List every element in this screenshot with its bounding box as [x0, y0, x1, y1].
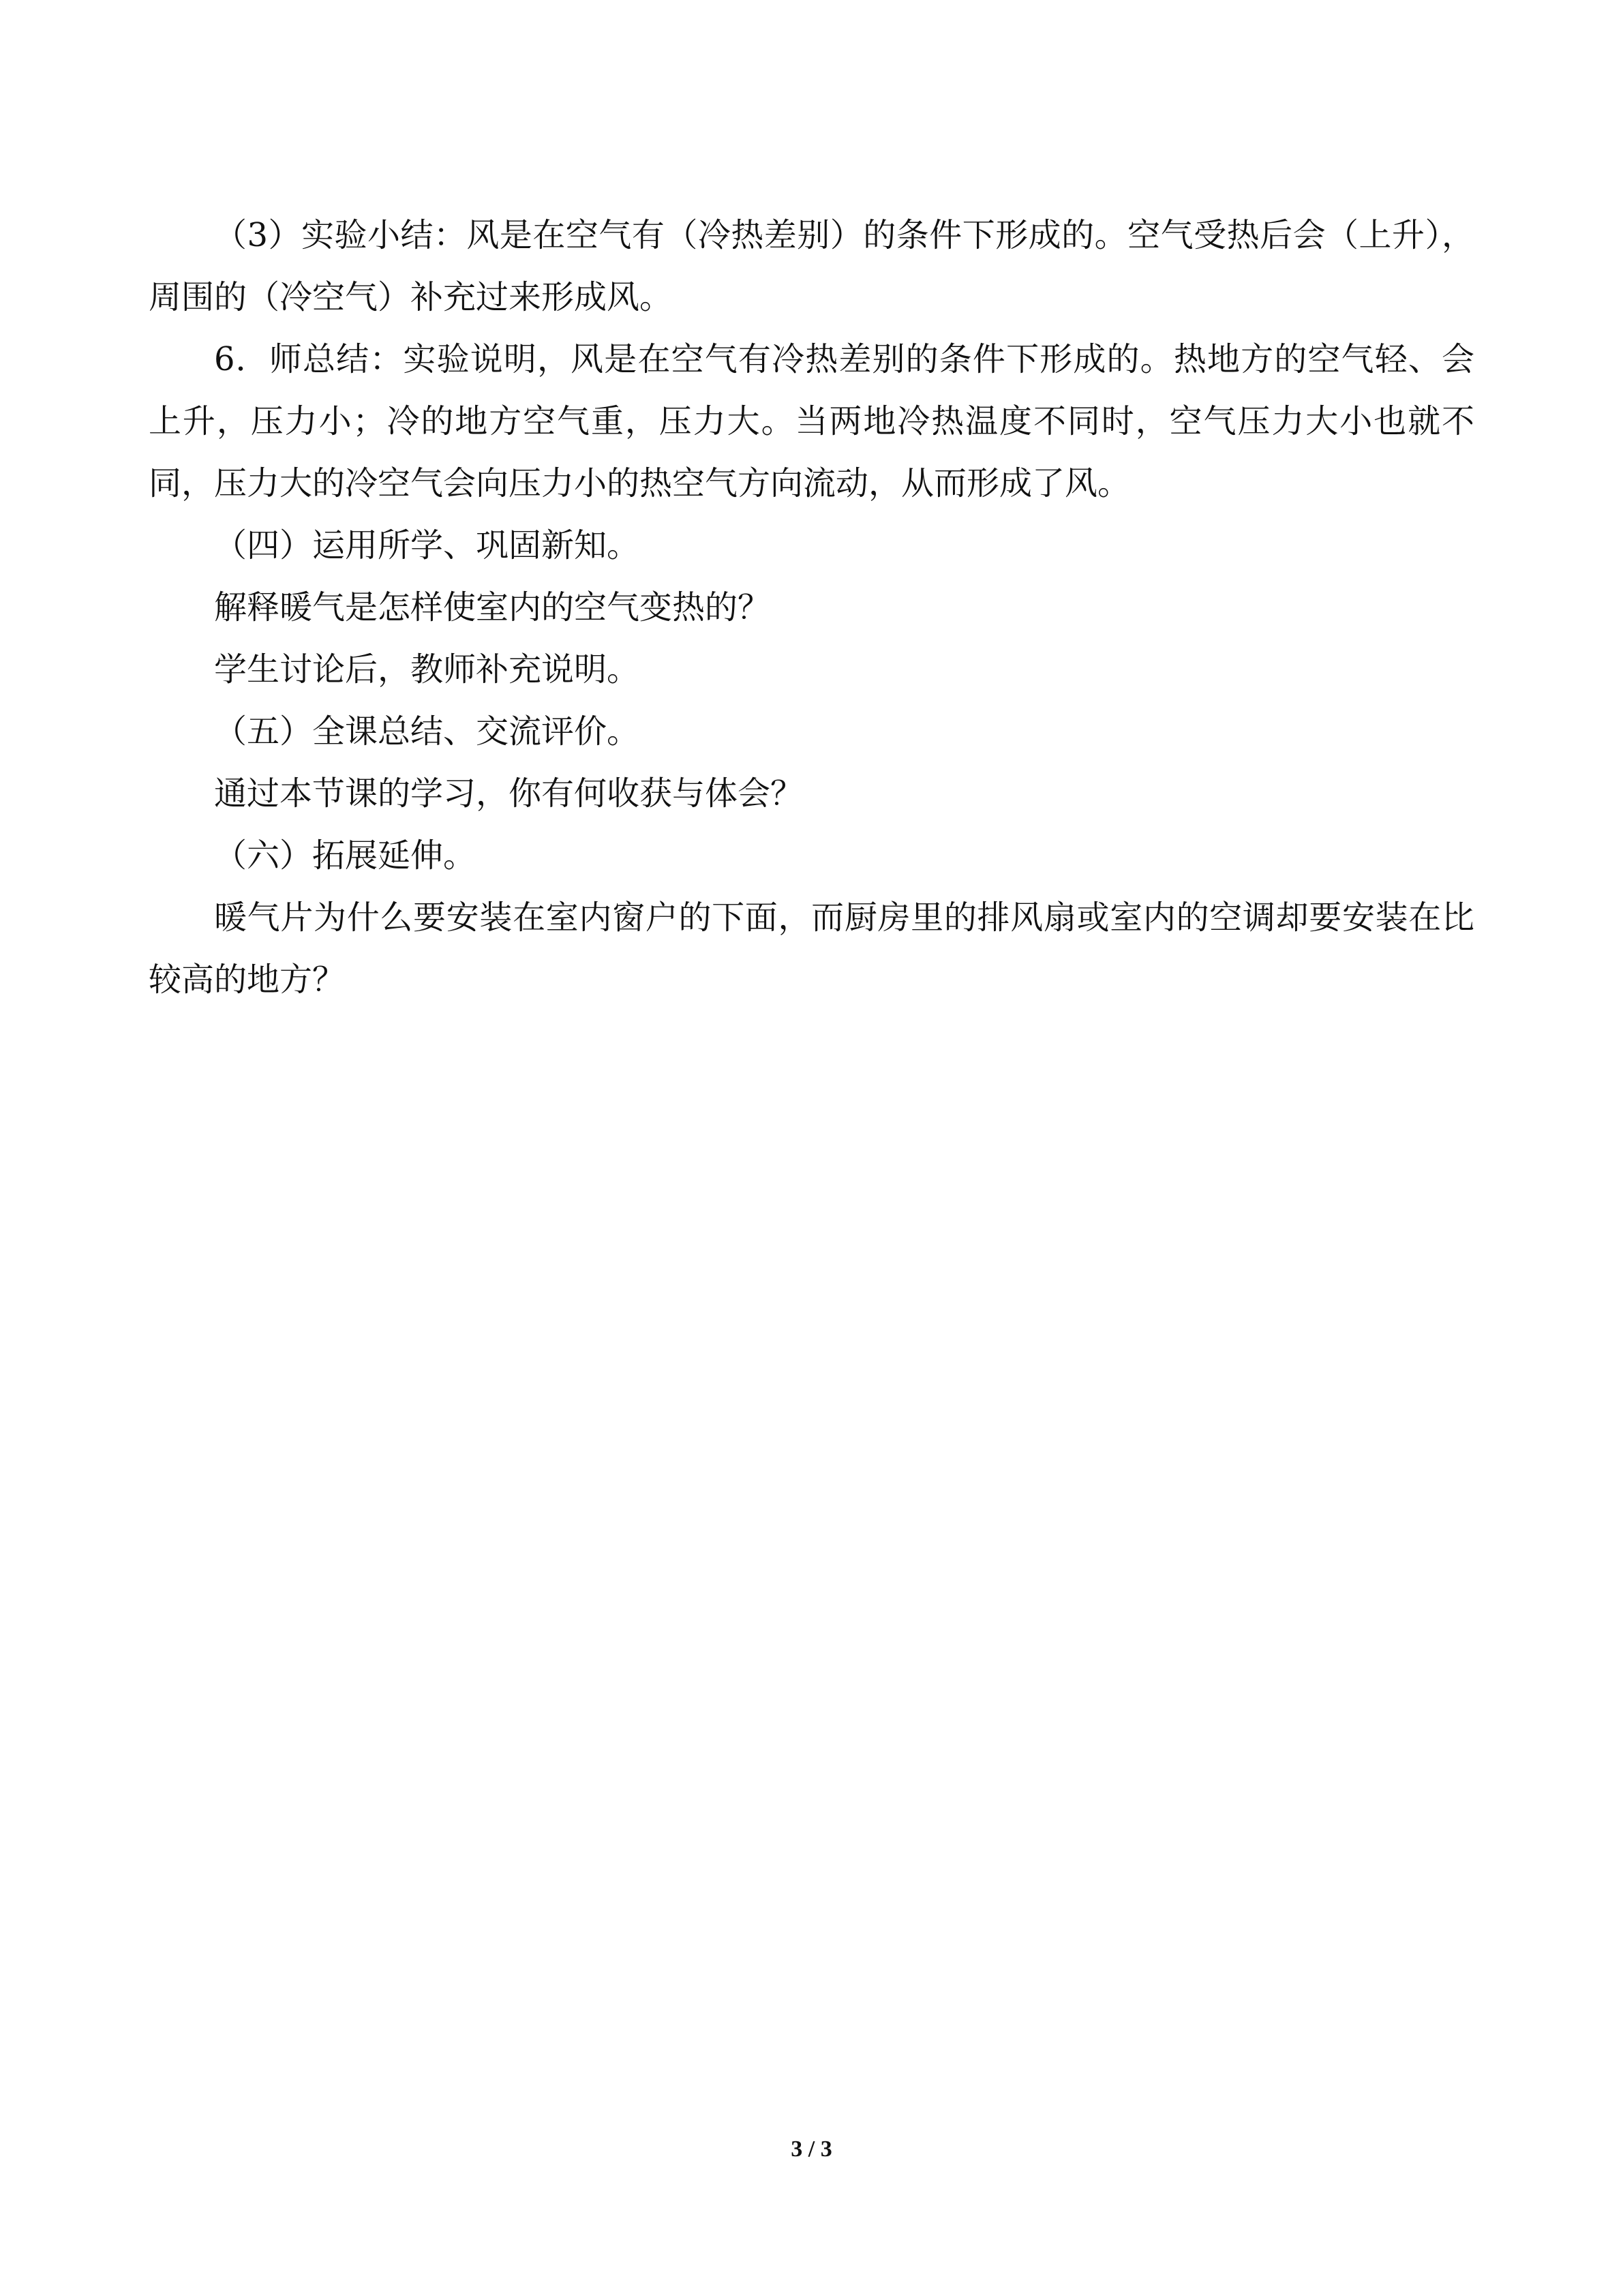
paragraph-question-heating: 解释暖气是怎样使室内的空气变热的？ [214, 588, 771, 626]
section-heading-extension: （六）拓展延伸。 [214, 836, 476, 875]
paragraph-experiment-summary: （3）实验小结：风是在空气有（冷热差别）的条件下形成的。空气受热后会（上升），周围的（冷空气）补充过来形成风。 [149, 216, 1474, 316]
document-body [149, 205, 1474, 1011]
paragraph-extension-question: 暖气片为什么要安装在室内窗户的下面，而厨房里的排风扇或室内的空调却要安装在比较高的地方？ [149, 898, 1474, 999]
page-number: 3 / 3 [791, 2136, 832, 2162]
paragraph-teacher-summary: 6．师总结：实验说明，风是在空气有冷热差别的条件下形成的。热地方的空气轻、会上升，压力小；冷的地方空气重，压力大。当两地冷热温度不同时，空气压力大小也就不同，压力大的冷空气会向压力小的热空气方向流动，从而形成了风。 [149, 340, 1474, 502]
paragraph-reflection: 通过本节课的学习，你有何收获与体会？ [214, 774, 804, 813]
section-heading-summary: （五）全课总结、交流评价。 [214, 712, 640, 751]
section-heading-apply: （四）运用所学、巩固新知。 [214, 526, 640, 564]
paragraph-discussion: 学生讨论后，教师补充说明。 [214, 650, 640, 689]
